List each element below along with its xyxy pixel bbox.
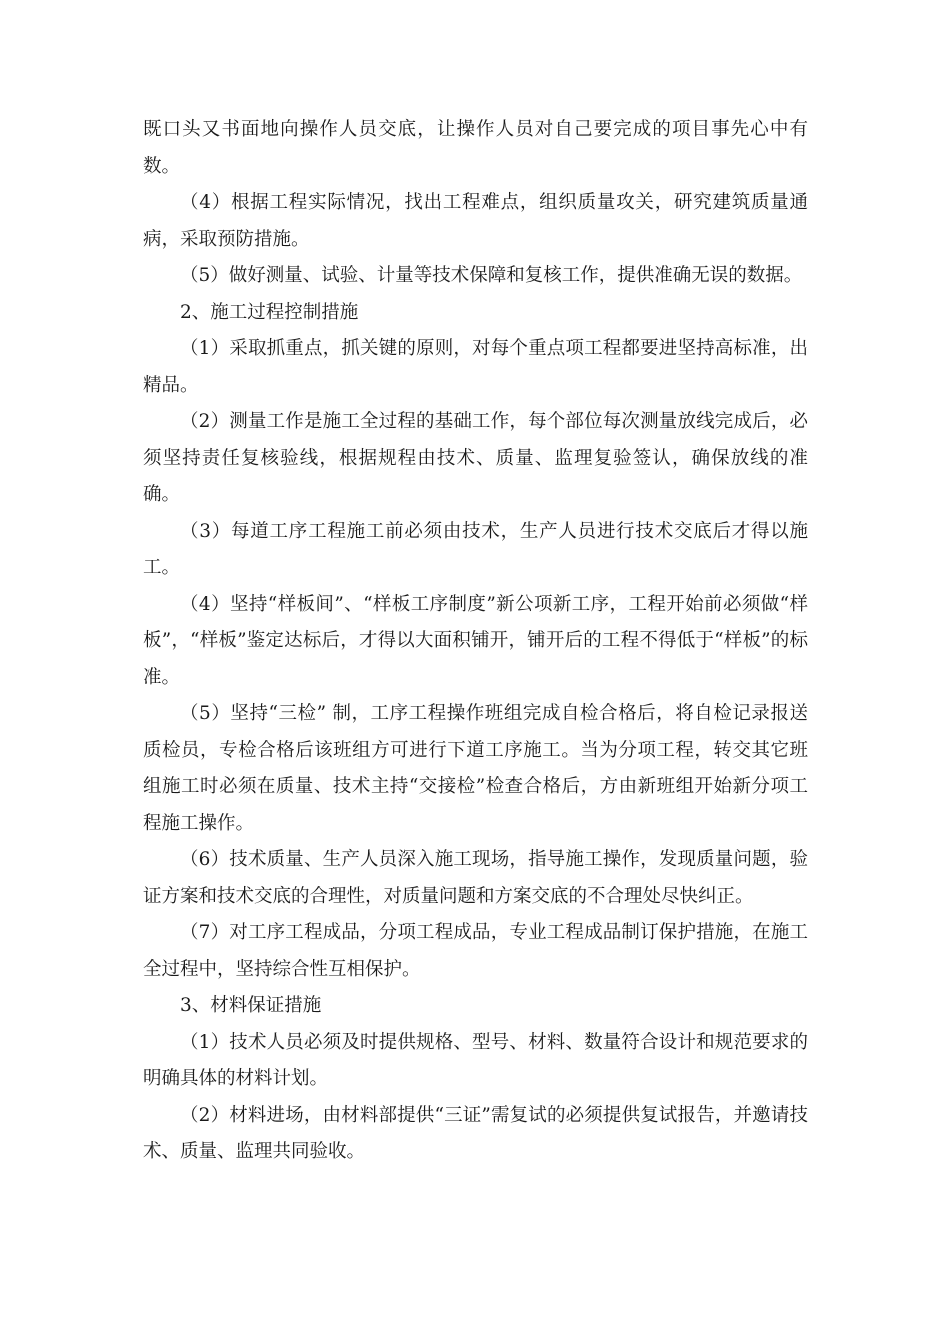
paragraph-item: （1）技术人员必须及时提供规格、型号、材料、数量符合设计和规范要求的明确具体的材料计划。 — [143, 1031, 808, 1089]
paragraph-item: （6）技术质量、生产人员深入施工现场，指导施工操作，发现质量问题，验证方案和技术交底的合理性，对质量问题和方案交底的不合理处尽快纠正。 — [143, 849, 808, 907]
paragraph-item: （1）采取抓重点，抓关键的原则，对每个重点项工程都要进坚持高标准，出精品。 — [143, 338, 808, 396]
paragraph-item: （2）测量工作是施工全过程的基础工作，每个部位每次测量放线完成后，必须坚持责任复核验线，根据规程由技术、质量、监理复验签认，确保放线的准确。 — [143, 411, 808, 505]
paragraph-item: （3）每道工序工程施工前必须由技术，生产人员进行技术交底后才得以施工。 — [143, 520, 808, 578]
paragraph-item: （7）对工序工程成品，分项工程成品，专业工程成品制订保护措施，在施工全过程中，坚持综合性互相保护。 — [143, 922, 808, 980]
section-heading: 2、施工过程控制措施 — [180, 301, 359, 323]
paragraph-item: （5）坚持“三检” 制，工序工程操作班组完成自检合格后，将自检记录报送质检员，专检合格后该班组方可进行下道工序施工。当为分项工程，转交其它班组施工时必须在质量、技术主持“交接检”检查合格后，方由新班组开始新分项工程施工操作。 — [143, 703, 808, 834]
section-heading: 3、材料保证措施 — [180, 995, 322, 1016]
paragraph-item: （4）坚持“样板间”、“样板工序制度”新公项新工序，工程开始前必须做“样板”，“样板”鉴定达标后，才得以大面积铺开，铺开后的工程不得低于“样板”的标准。 — [143, 593, 808, 688]
paragraph-item: （2）材料进场，由材料部提供“三证”需复试的必须提供复试报告，并邀请技术、质量、监理共同验收。 — [143, 1104, 808, 1162]
paragraph-continuation: 既口头又书面地向操作人员交底，让操作人员对自己要完成的项目事先心中有数。 — [143, 119, 808, 177]
paragraph-item: （5）做好测量、试验、计量等技术保障和复核工作，提供准确无误的数据。 — [180, 265, 803, 286]
paragraph-item: （4）根据工程实际情况，找出工程难点，组织质量攻关，研究建筑质量通病，采取预防措施。 — [143, 192, 808, 250]
document-body — [143, 112, 808, 1171]
